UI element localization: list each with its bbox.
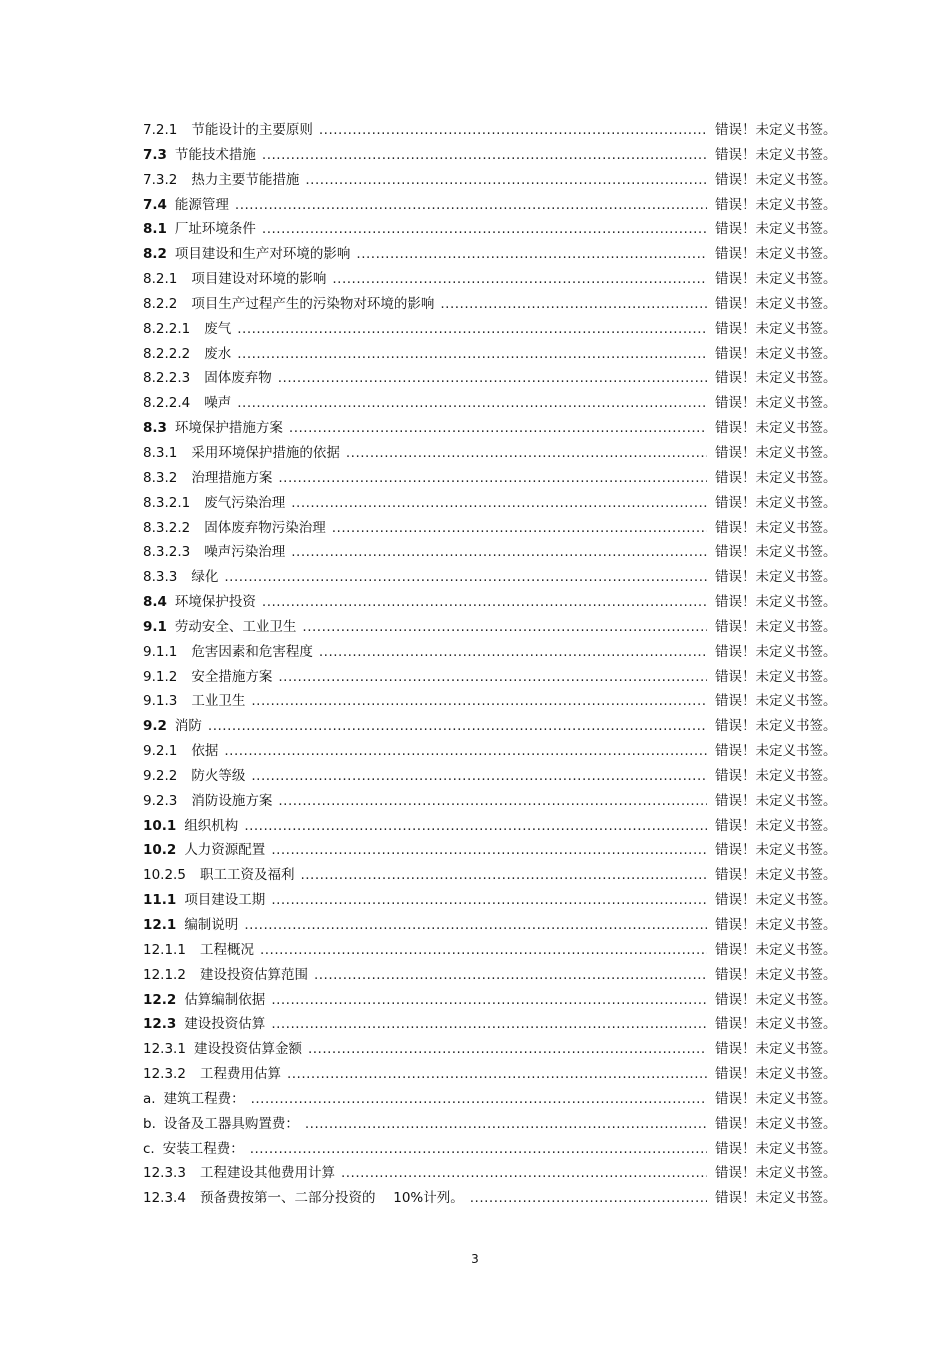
toc-entry-title: 依据 — [191, 743, 219, 760]
toc-entry-page-ref: 错误！未定义书签。 — [715, 867, 837, 884]
toc-entry-page-ref: 错误！未定义书签。 — [715, 718, 837, 735]
toc-entry-title: 防火等级 — [191, 767, 246, 784]
toc-entry-title: 热力主要节能措施 — [191, 171, 300, 188]
toc-entry-number: 8.2 — [143, 246, 167, 263]
toc-leader-dots — [237, 342, 707, 367]
toc-entry-number: 8.2.2.3 — [143, 370, 191, 387]
toc-entry-page-ref: 错误！未定义书签。 — [715, 469, 837, 486]
toc-entry-number: 7.3 — [143, 146, 167, 163]
toc-entry-title: 工业卫生 — [191, 693, 246, 710]
toc-entry-title: 废水 — [204, 345, 232, 362]
toc-entry-number: 10.2 — [143, 842, 177, 859]
toc-entry-page-ref: 错误！未定义书签。 — [715, 693, 837, 710]
toc-entry[interactable] — [143, 764, 843, 789]
toc-entry-title: 治理措施方案 — [191, 469, 273, 486]
toc-leader-dots — [332, 267, 707, 292]
toc-entry-number: 9.2.1 — [143, 743, 178, 760]
toc-entry-number: 9.1.2 — [143, 668, 178, 685]
toc-entry[interactable] — [143, 1137, 843, 1162]
toc-entry[interactable] — [143, 1112, 843, 1137]
toc-entry-title: 预备费按第一、二部分投资的 10%计列。 — [199, 1190, 464, 1207]
toc-entry[interactable] — [143, 267, 843, 292]
toc-entry-title: 建设投资估算范围 — [199, 966, 308, 983]
toc-entry[interactable] — [143, 416, 843, 441]
toc-entry-page-ref: 错误！未定义书签。 — [715, 320, 837, 337]
toc-entry-page-ref: 错误！未定义书签。 — [715, 842, 837, 859]
toc-entry-number: a. — [143, 1090, 156, 1107]
toc-entry-page-ref: 错误！未定义书签。 — [715, 569, 837, 586]
toc-leader-dots — [271, 1012, 707, 1037]
toc-entry-number: 8.2.2.4 — [143, 395, 191, 412]
toc-leader-dots — [300, 863, 707, 888]
toc-leader-dots — [208, 714, 707, 739]
toc-entry-number: 12.3.1 — [143, 1041, 186, 1058]
toc-entry[interactable] — [143, 317, 843, 342]
toc-leader-dots — [262, 143, 707, 168]
toc-entry[interactable] — [143, 118, 843, 143]
toc-entry-title: 能源管理 — [174, 196, 229, 213]
toc-entry-number: 8.4 — [143, 594, 167, 611]
toc-leader-dots — [346, 441, 707, 466]
table-of-contents — [143, 118, 843, 1211]
toc-leader-dots — [251, 1087, 707, 1112]
toc-entry-number: 9.2.3 — [143, 792, 178, 809]
toc-entry-title: 固体废弃物污染治理 — [204, 519, 326, 536]
toc-entry-title: 建设投资估算 — [184, 1016, 266, 1033]
toc-entry-page-ref: 错误！未定义书签。 — [715, 1115, 837, 1132]
toc-entry[interactable] — [143, 665, 843, 690]
toc-entry-title: 固体废弃物 — [204, 370, 272, 387]
toc-entry-number: 10.2.5 — [143, 867, 186, 884]
toc-entry-number: 9.1.3 — [143, 693, 178, 710]
toc-entry[interactable] — [143, 565, 843, 590]
toc-entry-page-ref: 错误！未定义书签。 — [715, 618, 837, 635]
toc-entry-page-ref: 错误！未定义书签。 — [715, 594, 837, 611]
toc-entry-title: 环境保护措施方案 — [174, 420, 283, 437]
toc-entry[interactable] — [143, 342, 843, 367]
toc-entry-number: 8.3.2.3 — [143, 544, 191, 561]
toc-entry-number: 9.1 — [143, 618, 167, 635]
toc-entry-title: 工程概况 — [199, 941, 254, 958]
toc-entry-title: 编制说明 — [184, 917, 239, 933]
toc-entry-page-ref: 错误！未定义书签。 — [715, 146, 837, 163]
toc-entry-number: 7.2.1 — [143, 122, 178, 138]
toc-entry-title: 工程费用估算 — [199, 1066, 281, 1083]
toc-entry[interactable] — [143, 491, 843, 516]
toc-entry-page-ref: 错误！未定义书签。 — [715, 991, 837, 1008]
toc-entry-number: 8.1 — [143, 221, 167, 238]
toc-entry[interactable] — [143, 168, 843, 193]
toc-entry-page-ref: 错误！未定义书签。 — [715, 370, 837, 387]
toc-entry-number: 12.3 — [143, 1016, 177, 1033]
toc-leader-dots — [289, 416, 707, 441]
toc-leader-dots — [278, 789, 707, 814]
toc-entry-page-ref: 错误！未定义书签。 — [715, 1165, 837, 1182]
toc-entry[interactable] — [143, 217, 843, 242]
toc-entry[interactable] — [143, 863, 843, 888]
toc-entry-title: 项目建设和生产对环境的影响 — [174, 246, 351, 263]
toc-entry[interactable] — [143, 242, 843, 267]
toc-entry[interactable] — [143, 590, 843, 615]
toc-entry-number: 12.2 — [143, 991, 177, 1008]
toc-leader-dots — [278, 466, 707, 491]
toc-entry[interactable] — [143, 540, 843, 565]
toc-entry-page-ref: 错误！未定义书签。 — [715, 792, 837, 809]
toc-entry-title: 噪声污染治理 — [204, 544, 286, 561]
toc-entry-page-ref: 错误！未定义书签。 — [715, 1140, 837, 1157]
toc-entry-title: 人力资源配置 — [184, 842, 266, 859]
toc-entry-page-ref: 错误！未定义书签。 — [715, 966, 837, 983]
toc-entry-number: 8.3 — [143, 420, 167, 437]
toc-entry-page-ref: 错误！未定义书签。 — [715, 668, 837, 685]
toc-entry-title: 设备及工器具购置费： — [163, 1115, 299, 1132]
toc-entry-title: 废气 — [204, 320, 232, 337]
toc-entry-page-ref: 错误！未定义书签。 — [715, 892, 837, 909]
toc-entry[interactable] — [143, 391, 843, 416]
toc-leader-dots — [251, 689, 707, 714]
toc-entry[interactable] — [143, 1037, 843, 1062]
toc-entry-title: 厂址环境条件 — [174, 221, 256, 238]
toc-entry[interactable] — [143, 838, 843, 863]
toc-entry-title: 绿化 — [191, 569, 219, 586]
toc-entry[interactable] — [143, 1012, 843, 1037]
toc-entry-title: 安全措施方案 — [191, 668, 273, 685]
toc-leader-dots — [224, 565, 707, 590]
toc-entry-number: 8.3.2.2 — [143, 519, 191, 536]
toc-entry-number: 8.2.1 — [143, 271, 178, 288]
toc-entry-title: 建设投资估算金额 — [193, 1041, 302, 1058]
toc-entry-title: 消防 — [174, 718, 202, 735]
toc-leader-dots — [262, 217, 707, 242]
toc-entry[interactable] — [143, 739, 843, 764]
toc-leader-dots — [244, 814, 707, 839]
toc-leader-dots — [305, 168, 707, 193]
toc-entry-page-ref: 错误！未定义书签。 — [715, 1041, 837, 1058]
toc-entry-title: 消防设施方案 — [191, 792, 273, 809]
toc-entry-page-ref: 错误！未定义书签。 — [715, 345, 837, 362]
toc-entry[interactable] — [143, 640, 843, 665]
toc-leader-dots — [278, 366, 707, 391]
toc-entry-title: 组织机构 — [184, 817, 239, 834]
toc-leader-dots — [332, 516, 707, 541]
toc-entry-title: 节能技术措施 — [174, 146, 256, 163]
toc-entry[interactable] — [143, 1186, 843, 1211]
toc-leader-dots — [291, 540, 707, 565]
toc-entry[interactable] — [143, 789, 843, 814]
toc-entry-number: 9.2.2 — [143, 767, 178, 784]
toc-entry-page-ref: 错误！未定义书签。 — [715, 519, 837, 536]
toc-entry-number: 8.3.3 — [143, 569, 178, 586]
toc-leader-dots — [262, 590, 707, 615]
toc-entry-number: 8.2.2.2 — [143, 345, 191, 362]
toc-entry-page-ref: 错误！未定义书签。 — [715, 295, 837, 312]
toc-entry[interactable] — [143, 714, 843, 739]
toc-leader-dots — [319, 118, 707, 143]
toc-leader-dots — [237, 391, 707, 416]
toc-leader-dots — [305, 1112, 707, 1137]
toc-entry-page-ref: 错误！未定义书签。 — [715, 1090, 837, 1107]
toc-leader-dots — [224, 739, 707, 764]
toc-entry-number: 7.3.2 — [143, 171, 178, 188]
toc-entry[interactable] — [143, 193, 843, 218]
toc-leader-dots — [356, 242, 707, 267]
toc-leader-dots — [260, 938, 707, 963]
toc-entry-title: 节能设计的主要原则 — [191, 122, 313, 138]
toc-entry-page-ref: 错误！未定义书签。 — [715, 271, 837, 288]
toc-leader-dots — [271, 988, 707, 1013]
page-number: 3 — [471, 1252, 479, 1266]
toc-entry-title: 废气污染治理 — [204, 494, 286, 511]
toc-entry[interactable] — [143, 888, 843, 913]
toc-entry-number: 10.1 — [143, 817, 177, 834]
toc-entry-number: 11.1 — [143, 892, 177, 909]
toc-entry-number: c. — [143, 1140, 155, 1157]
toc-entry-page-ref: 错误！未定义书签。 — [715, 196, 837, 213]
toc-entry-page-ref: 错误！未定义书签。 — [715, 917, 837, 933]
toc-entry-page-ref: 错误！未定义书签。 — [715, 122, 837, 138]
toc-entry[interactable] — [143, 814, 843, 839]
toc-entry-page-ref: 错误！未定义书签。 — [715, 494, 837, 511]
toc-leader-dots — [314, 963, 707, 988]
toc-entry-page-ref: 错误！未定义书签。 — [715, 1190, 837, 1207]
toc-entry-title: 环境保护投资 — [174, 594, 256, 611]
toc-entry-page-ref: 错误！未定义书签。 — [715, 544, 837, 561]
toc-leader-dots — [440, 292, 707, 317]
toc-leader-dots — [251, 764, 707, 789]
toc-entry[interactable] — [143, 938, 843, 963]
toc-entry-page-ref: 错误！未定义书签。 — [715, 743, 837, 760]
toc-entry-number: 12.1.1 — [143, 941, 186, 958]
toc-entry[interactable] — [143, 988, 843, 1013]
toc-entry-title: 安装工程费： — [162, 1140, 244, 1157]
toc-entry-number: 12.1.2 — [143, 966, 186, 983]
toc-entry-title: 职工工资及福利 — [199, 867, 295, 884]
toc-leader-dots — [319, 640, 707, 665]
toc-entry-number: 9.2 — [143, 718, 167, 735]
toc-leader-dots — [244, 913, 707, 938]
toc-entry[interactable] — [143, 1161, 843, 1186]
toc-entry-title: 危害因素和危害程度 — [191, 643, 313, 660]
toc-entry-number: 12.3.4 — [143, 1190, 186, 1207]
toc-leader-dots — [302, 615, 707, 640]
toc-entry-number: 8.3.1 — [143, 444, 178, 461]
toc-entry-page-ref: 错误！未定义书签。 — [715, 420, 837, 437]
toc-leader-dots — [291, 491, 707, 516]
toc-entry[interactable] — [143, 689, 843, 714]
toc-entry[interactable] — [143, 1087, 843, 1112]
toc-entry-title: 估算编制依据 — [184, 991, 266, 1008]
toc-entry-page-ref: 错误！未定义书签。 — [715, 817, 837, 834]
toc-entry[interactable] — [143, 963, 843, 988]
toc-entry-number: 12.1 — [143, 917, 177, 933]
toc-entry-title: 噪声 — [204, 395, 232, 412]
toc-leader-dots — [278, 665, 707, 690]
toc-entry-title: 项目建设对环境的影响 — [191, 271, 327, 288]
toc-entry-title: 项目生产过程产生的污染物对环境的影响 — [191, 295, 435, 312]
toc-entry-page-ref: 错误！未定义书签。 — [715, 246, 837, 263]
toc-entry-page-ref: 错误！未定义书签。 — [715, 643, 837, 660]
toc-entry-number: 12.3.3 — [143, 1165, 186, 1182]
toc-entry[interactable] — [143, 516, 843, 541]
toc-leader-dots — [271, 838, 707, 863]
toc-entry-number: 8.3.2.1 — [143, 494, 191, 511]
toc-entry-number: 12.3.2 — [143, 1066, 186, 1083]
toc-entry[interactable] — [143, 466, 843, 491]
toc-leader-dots — [308, 1037, 707, 1062]
toc-leader-dots — [341, 1161, 707, 1186]
toc-entry-title: 项目建设工期 — [184, 892, 266, 909]
toc-entry-page-ref: 错误！未定义书签。 — [715, 171, 837, 188]
toc-entry-number: 8.3.2 — [143, 469, 178, 486]
toc-entry-number: 7.4 — [143, 196, 167, 213]
toc-entry[interactable] — [143, 1062, 843, 1087]
toc-entry-title: 建筑工程费： — [163, 1090, 245, 1107]
toc-entry-page-ref: 错误！未定义书签。 — [715, 395, 837, 412]
toc-entry-title: 采用环境保护措施的依据 — [191, 444, 340, 461]
toc-leader-dots — [470, 1186, 707, 1211]
toc-entry[interactable] — [143, 292, 843, 317]
toc-entry-number: 9.1.1 — [143, 643, 178, 660]
toc-entry-page-ref: 错误！未定义书签。 — [715, 1066, 837, 1083]
toc-entry[interactable] — [143, 913, 843, 938]
toc-leader-dots — [237, 317, 707, 342]
toc-entry-page-ref: 错误！未定义书签。 — [715, 1016, 837, 1033]
toc-entry-number: 8.2.2.1 — [143, 320, 191, 337]
toc-entry-title: 劳动安全、工业卫生 — [174, 618, 297, 635]
toc-entry-page-ref: 错误！未定义书签。 — [715, 444, 837, 461]
toc-leader-dots — [271, 888, 707, 913]
toc-entry-number: 8.2.2 — [143, 295, 178, 312]
toc-entry[interactable] — [143, 615, 843, 640]
toc-entry[interactable] — [143, 441, 843, 466]
toc-leader-dots — [287, 1062, 707, 1087]
toc-leader-dots — [250, 1137, 707, 1162]
toc-entry-page-ref: 错误！未定义书签。 — [715, 941, 837, 958]
toc-entry-number: b. — [143, 1115, 156, 1132]
toc-entry[interactable] — [143, 143, 843, 168]
toc-entry[interactable] — [143, 366, 843, 391]
toc-entry-page-ref: 错误！未定义书签。 — [715, 767, 837, 784]
toc-entry-page-ref: 错误！未定义书签。 — [715, 221, 837, 238]
toc-leader-dots — [235, 193, 707, 218]
toc-entry-title: 工程建设其他费用计算 — [199, 1165, 335, 1182]
